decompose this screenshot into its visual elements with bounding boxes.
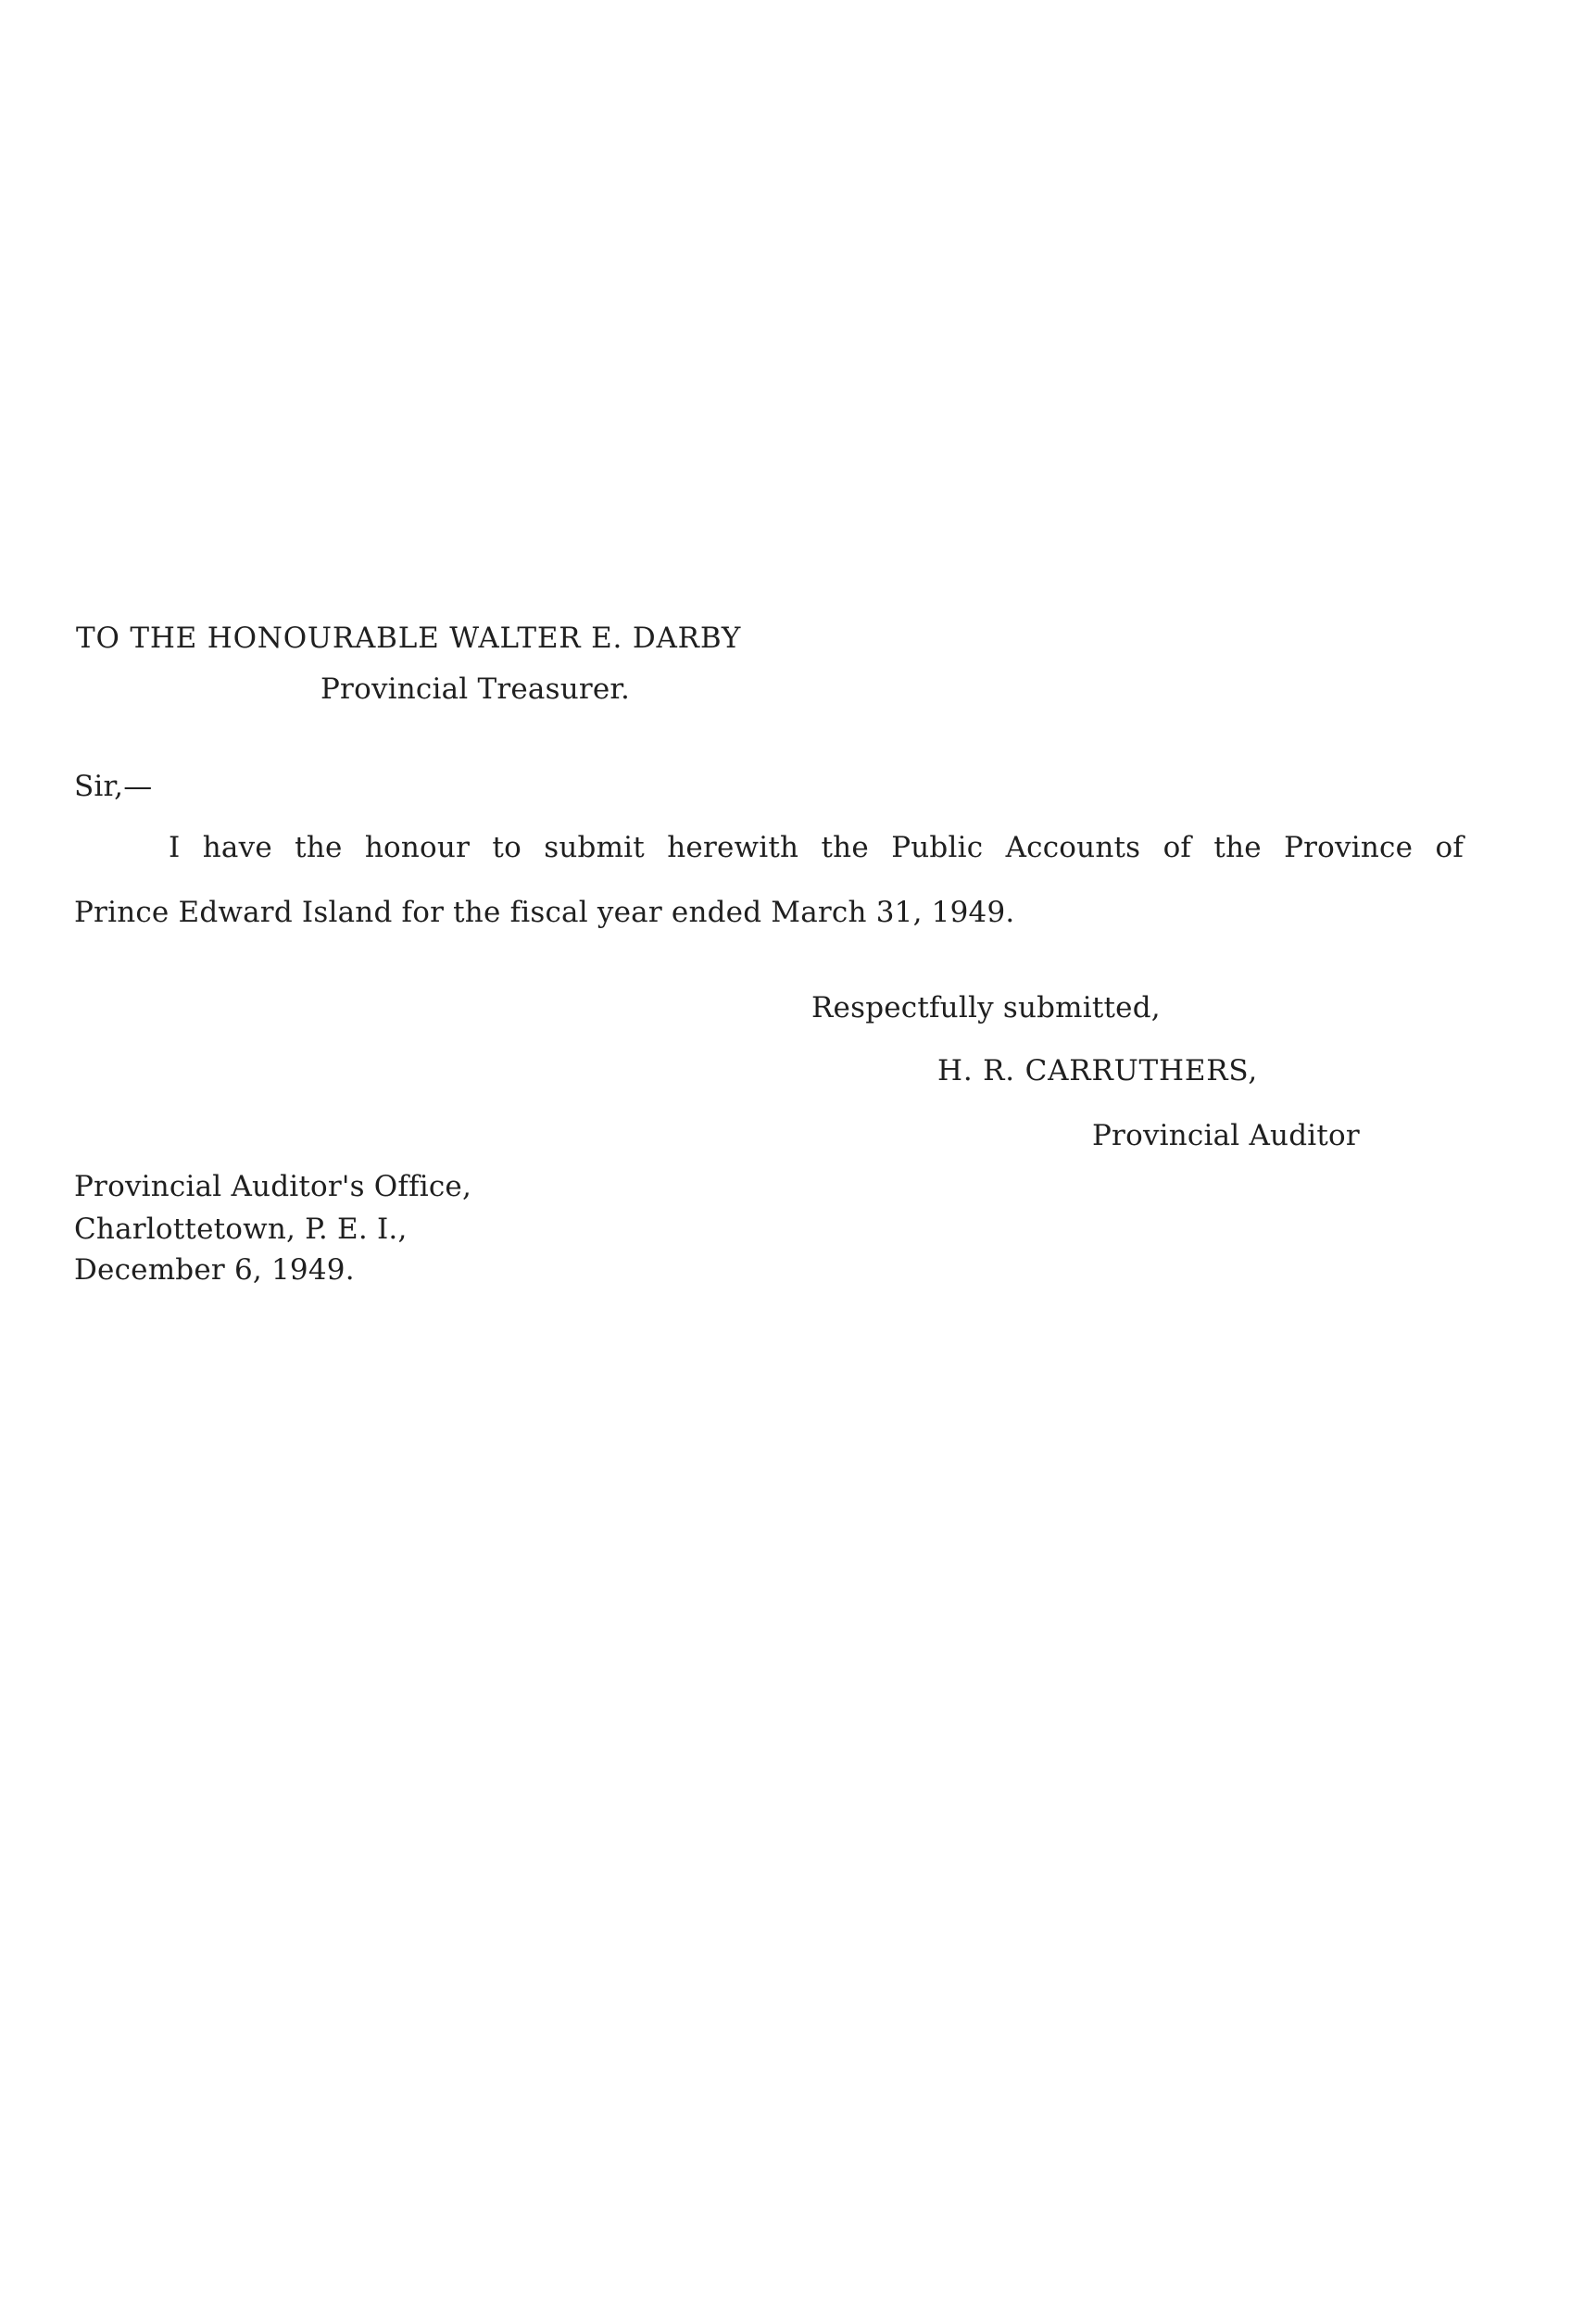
office-line: Provincial Auditor's Office, [74,1170,472,1203]
body-paragraph-line-1: I have the honour to submit herewith the Public Accounts of the Province of [169,831,1464,864]
addressee-line: TO THE HONOURABLE WALTER E. DARBY [76,622,742,655]
addressee-title: Provincial Treasurer. [320,672,631,706]
signatory-name: H. R. CARRUTHERS, [937,1054,1258,1087]
salutation: Sir,— [74,770,153,803]
date-line: December 6, 1949. [74,1253,355,1287]
closing-phrase: Respectfully submitted, [811,991,1161,1024]
signatory-title: Provincial Auditor [1092,1119,1360,1152]
body-paragraph-line-2: Prince Edward Island for the fiscal year ended March 31, 1949. [74,896,1015,929]
city-line: Charlottetown, P. E. I., [74,1213,408,1246]
